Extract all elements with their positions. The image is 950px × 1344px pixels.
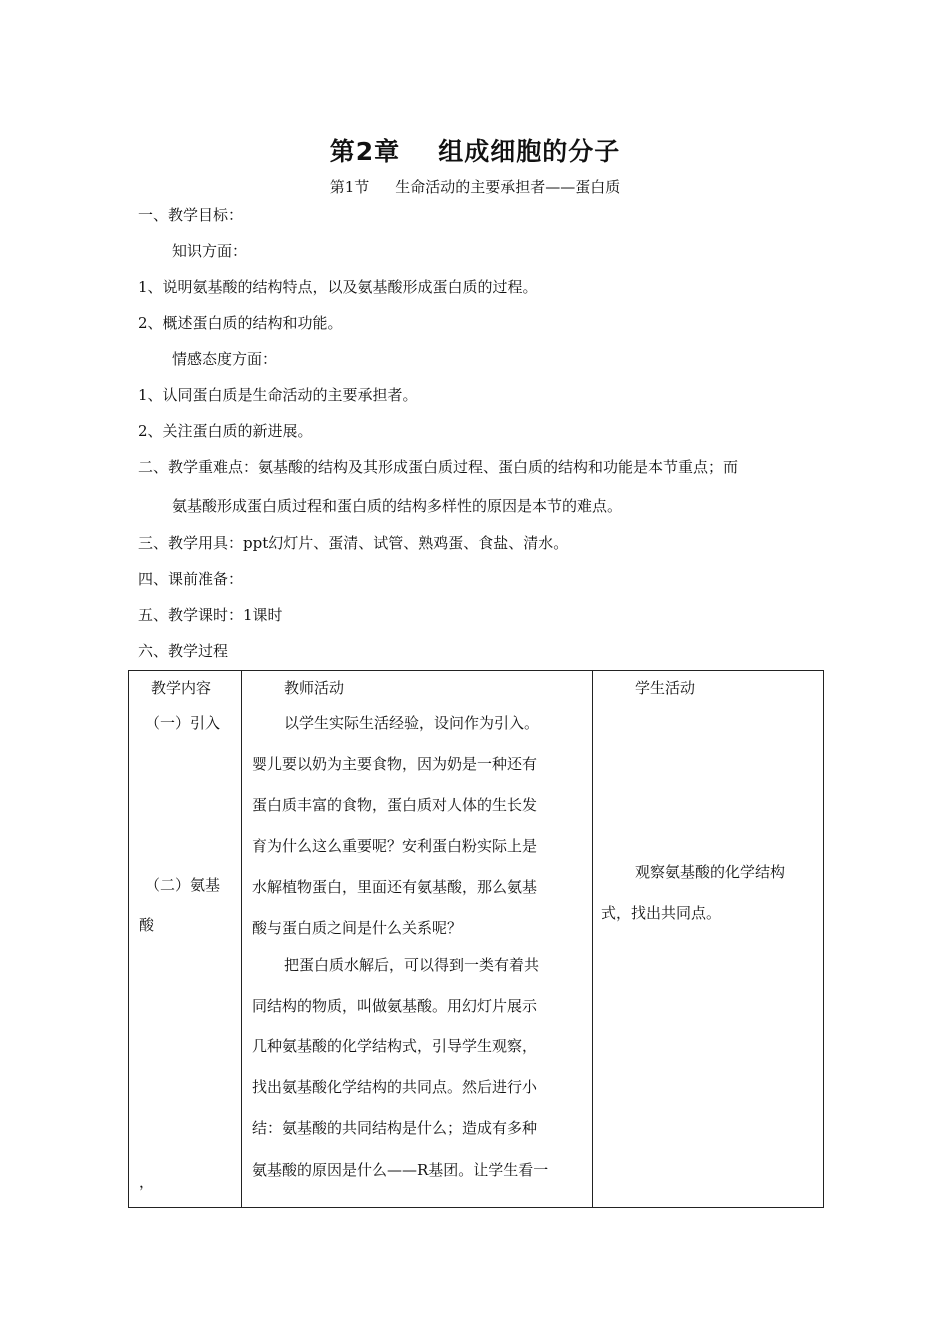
teacher-line: 蛋白质丰富的食物，蛋白质对人体的生长发: [252, 796, 538, 814]
header-content: 教学内容: [151, 679, 212, 697]
content-column: [129, 671, 242, 1208]
section-number: 第1节: [329, 178, 370, 196]
header-teacher: 教师活动: [284, 679, 345, 697]
content-intro: （一）引入: [145, 714, 221, 732]
class-hours: 五、教学课时：1课时: [138, 606, 283, 624]
knowledge-item: 1、说明氨基酸的结构特点，以及氨基酸形成蛋白质的过程。: [138, 278, 538, 296]
process-heading: 六、教学过程: [138, 642, 229, 660]
teacher-line: 找出氨基酸化学结构的共同点。然后进行小: [252, 1078, 538, 1096]
teacher-line: 几种氨基酸的化学结构式，引导学生观察，: [252, 1037, 538, 1055]
chapter-number: 第2章: [329, 137, 401, 166]
key-points-line: 二、教学重难点：氨基酸的结构及其形成蛋白质过程、蛋白质的结构和功能是本节重点；而: [138, 458, 739, 476]
section-name: 生命活动的主要承担者——蛋白质: [395, 178, 621, 196]
content-mark: ，: [139, 1173, 155, 1191]
teacher-column: [242, 671, 593, 1208]
teacher-line: 同结构的物质，叫做氨基酸。用幻灯片展示: [252, 997, 538, 1015]
teacher-line: 酸与蛋白质之间是什么关系呢？: [252, 919, 463, 937]
objectives-heading: 一、教学目标：: [138, 206, 244, 224]
teacher-line: 以学生实际生活经验，设问作为引入。: [284, 714, 540, 732]
chapter-name: 组成细胞的分子: [438, 137, 621, 166]
student-line: 式，找出共同点。: [601, 904, 722, 922]
student-line: 观察氨基酸的化学结构: [635, 863, 786, 881]
student-column: [593, 671, 824, 1208]
teaching-tools: 三、教学用具：ppt幻灯片、蛋清、试管、熟鸡蛋、食盐、清水。: [138, 534, 569, 552]
teacher-line: 氨基酸的原因是什么——R基团。让学生看一: [252, 1161, 549, 1179]
teacher-line: 结：氨基酸的共同结构是什么；造成有多种: [252, 1119, 538, 1137]
knowledge-label: 知识方面：: [172, 242, 248, 260]
attitude-label: 情感态度方面：: [172, 350, 278, 368]
attitude-item: 2、关注蛋白质的新进展。: [138, 422, 313, 440]
content-amino: （二）氨基: [145, 876, 221, 894]
teacher-line: 把蛋白质水解后，可以得到一类有着共: [284, 956, 540, 974]
table-row: [129, 671, 824, 1208]
chapter-title: [0, 132, 950, 168]
teaching-process-table: [128, 670, 824, 1208]
content-amino-cont: 酸: [139, 916, 155, 934]
teacher-line: 育为什么这么重要呢？安利蛋白粉实际上是: [252, 837, 538, 855]
preparation: 四、课前准备：: [138, 570, 244, 588]
header-student: 学生活动: [635, 679, 696, 697]
teacher-line: 水解植物蛋白，里面还有氨基酸，那么氨基: [252, 878, 538, 896]
knowledge-item: 2、概述蛋白质的结构和功能。: [138, 314, 343, 332]
section-title: [0, 176, 950, 197]
attitude-item: 1、认同蛋白质是生命活动的主要承担者。: [138, 386, 418, 404]
teacher-line: 婴儿要以奶为主要食物，因为奶是一种还有: [252, 755, 538, 773]
key-points-line: 氨基酸形成蛋白质过程和蛋白质的结构多样性的原因是本节的难点。: [172, 497, 623, 515]
